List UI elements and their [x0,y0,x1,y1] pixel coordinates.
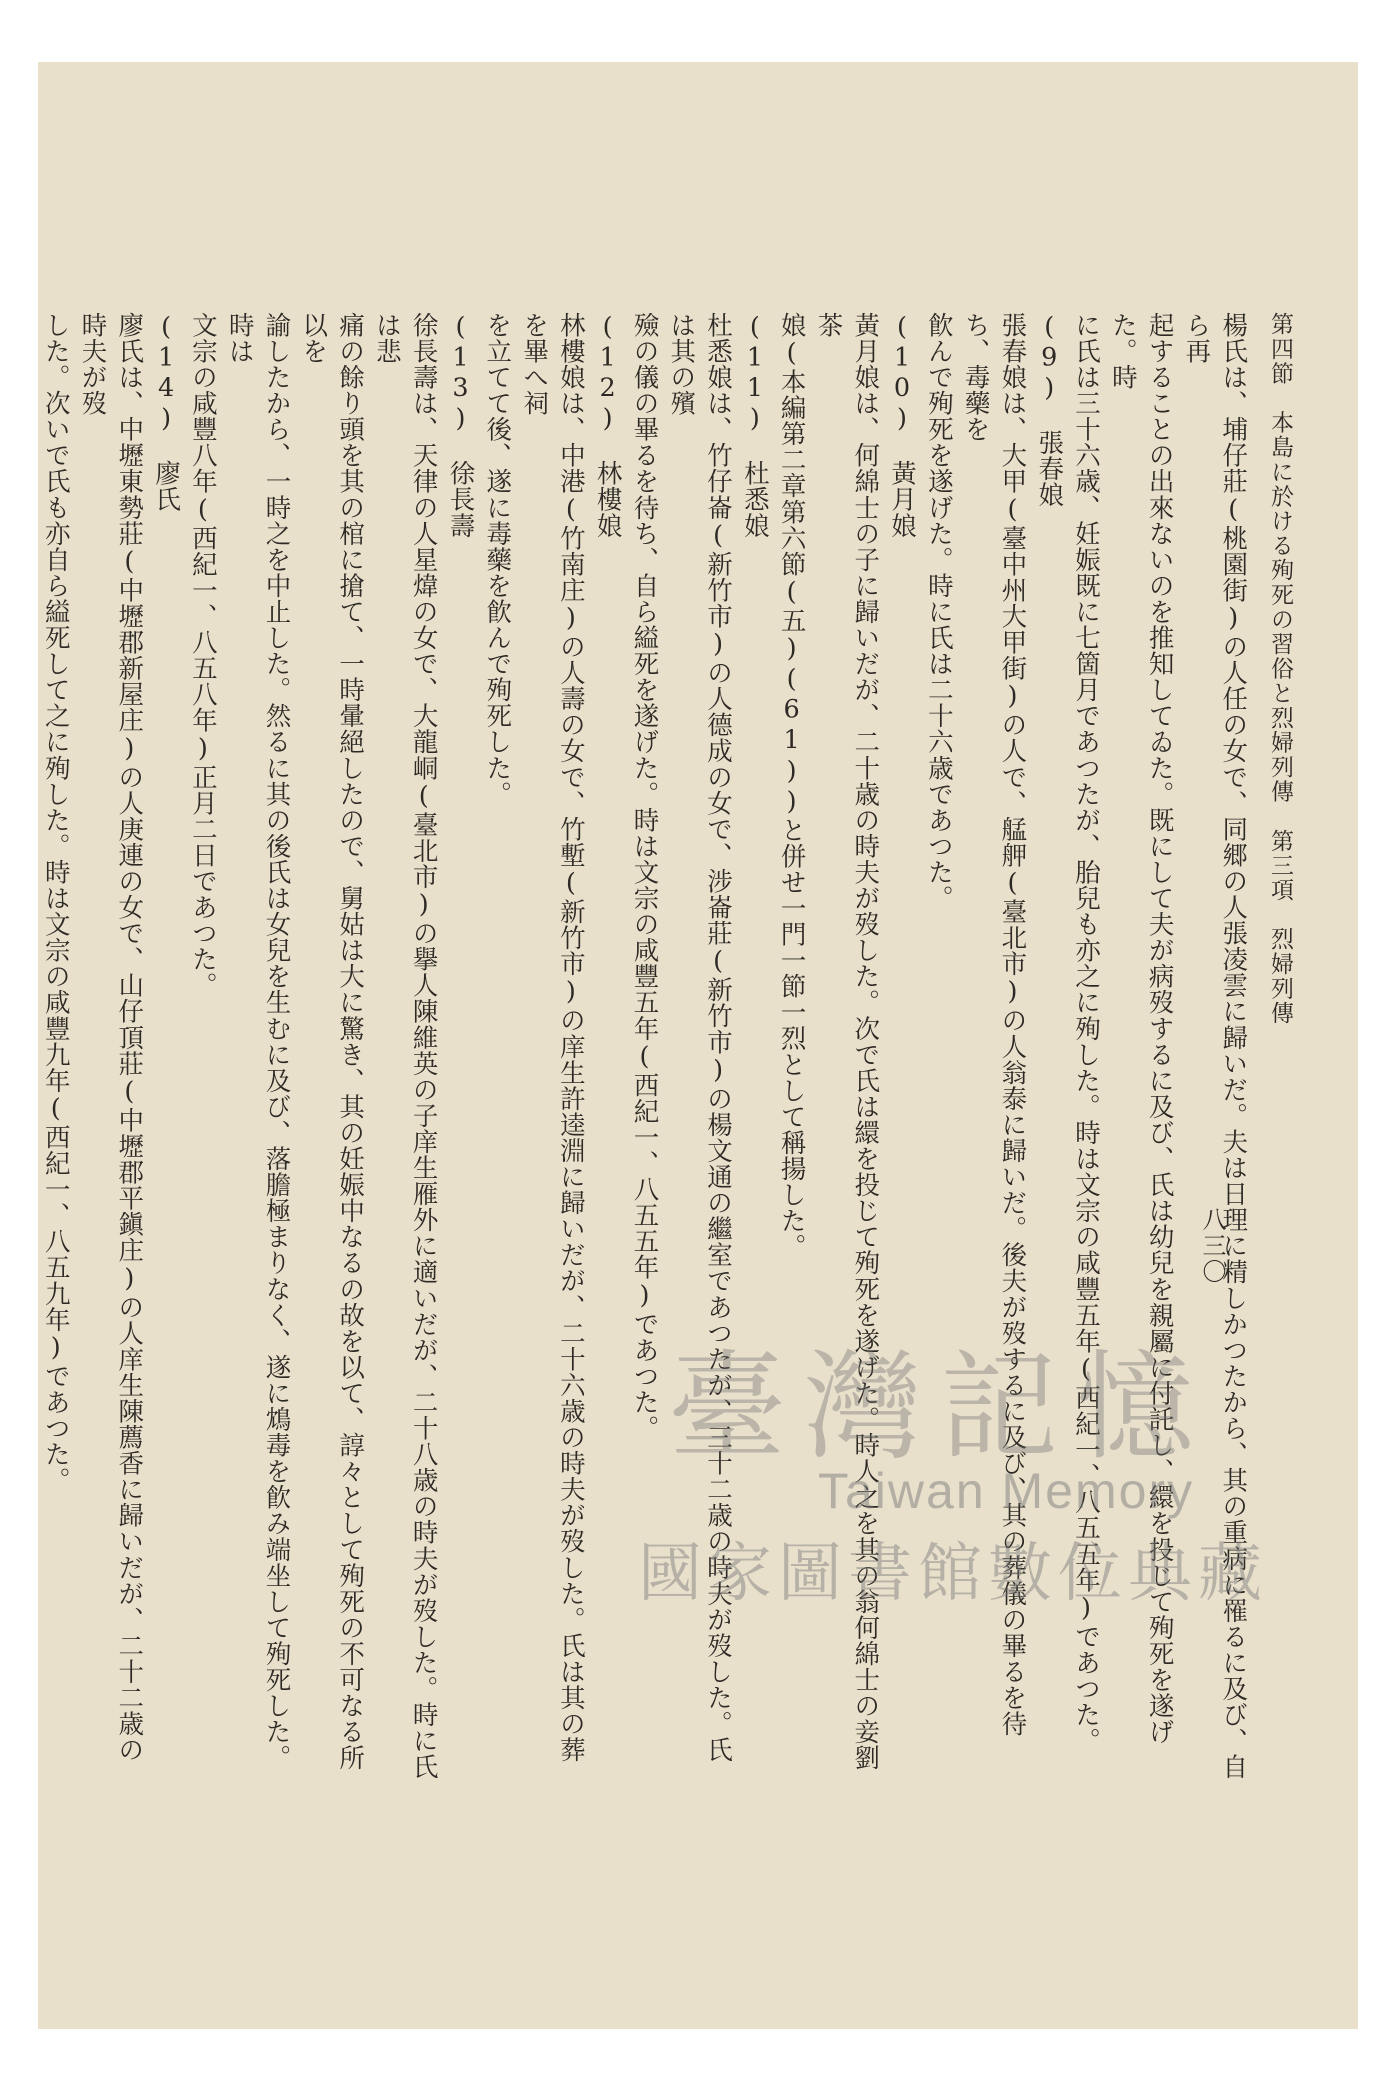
body-line: 楊氏は、埔仔莊(桃園街)の人任の女で、同郷の人張凌雲に歸いだ。夫は日理に精しかつたから、其の重病に罹るに及び、自ら再 [1181,312,1249,1780]
watermark-english: Taiwan Memory [818,1463,1195,1519]
body-line: に氏は三十六歳、妊娠既に七箇月であつたが、胎兒も亦之に殉した。時は文宗の咸豐五年(西紀一、八五五年)であつた。 [1071,312,1102,1754]
scanned-page [38,62,1358,2029]
page-number: 八三〇 [1198,1207,1226,1285]
body-line: 文宗の咸豐八年(西紀一、八五八年)正月二日であつた。 [187,312,218,999]
entry-heading: (14) 廖氏 [151,312,182,513]
body-line: 痛の餘り頭を其の棺に搶て、一時暈絕したので、舅姑は大に驚き、其の妊娠中なるの故を以て、諄々として殉死の不可なる所以を [298,312,366,1771]
body-line: 廖氏は、中壢東勢莊(中壢郡新屋庄)の人庚連の女で、山仔頂莊(中壢郡平鎭庄)の人庠生陳薦香に歸いだが、二十二歳の時夫が歿 [77,312,145,1763]
body-line: 林樓娘は、中港(竹南庄)の人壽の女で、竹塹(新竹市)の庠生許逵淵に歸いだが、二十六歳の時夫が歿した。氏は其の葬を畢へ祠 [519,312,586,1763]
body-line: を立てて後、遂に毒藥を飮んで殉死した。 [482,312,513,807]
entry-heading: (11) 杜悉娘 [739,312,770,539]
body-line: 黃月娘は、何綿士の子に歸いだが、二十歳の時夫が歿した。次で氏は繯を投じて殉死を遂げた。時人之を其の翁何綿士の妾劉茶 [813,312,881,1771]
entry-heading: (12) 林樓娘 [592,312,623,539]
body-line: 徐長壽は、天律の人星煒の女で、大龍峒(臺北市)の擧人陳維英の子庠生雁外に適いだが、二十八歳の時夫が歿した。時に氏は悲 [371,312,439,1780]
entry-heading: (13) 徐長壽 [445,312,476,539]
body-line: した。次いで氏も亦自ら縊死して之に殉した。時は文宗の咸豐九年(西紀一、八五九年)であつた。 [40,312,71,1494]
watermark-logo-text: 臺灣記憶 [668,1338,1213,1476]
entry-heading: (10) 黃月娘 [887,312,918,539]
body-line: 杜悉娘は、竹仔崙(新竹市)の人德成の女で、涉崙莊(新竹市)の楊文通の繼室であつたが、三十二歳の時夫が歿した。氏は其の殯 [666,312,734,1763]
body-line: 殮の儀の畢るを待ち、自ら縊死を遂げた。時は文宗の咸豐五年(西紀一、八五五年)であつた。 [629,312,660,1442]
body-line: 飮んで殉死を遂げた。時に氏は二十六歳であつた。 [923,312,954,912]
body-line: 諭したから、一時之を中止した。然るに其の後氏は女兒を生むに及び、落膽極まりなく、遂に鴆毒を飮み端坐して殉死した。時は [224,312,292,1771]
body-line: 起することの出來ないのを推知してゐた。既にして夫が病歿するに及び、氏は幼兒を親屬に付託し、繯を投じて殉死を遂げた。時 [1107,312,1175,1745]
running-header: 第四節 本島に於ける殉死の習俗と烈婦列傳 第三項 烈婦列傳 [1267,312,1293,1026]
body-line: 張春娘は、大甲(臺中州大甲街)の人で、艋舺(臺北市)の人翁泰に歸いだ。後夫が歿するに及び、其の葬儀の畢るを待ち、毒藥を [960,312,1028,1737]
entry-heading: (9) 張春娘 [1034,312,1065,508]
watermark-library: 國家圖書館數位典藏 [638,1537,1268,1611]
body-line: 娘(本編第二章第六節(五)(61))と併せ一門一節一烈として稱揚した。 [776,312,807,1260]
page-text-block [38,312,1298,1782]
